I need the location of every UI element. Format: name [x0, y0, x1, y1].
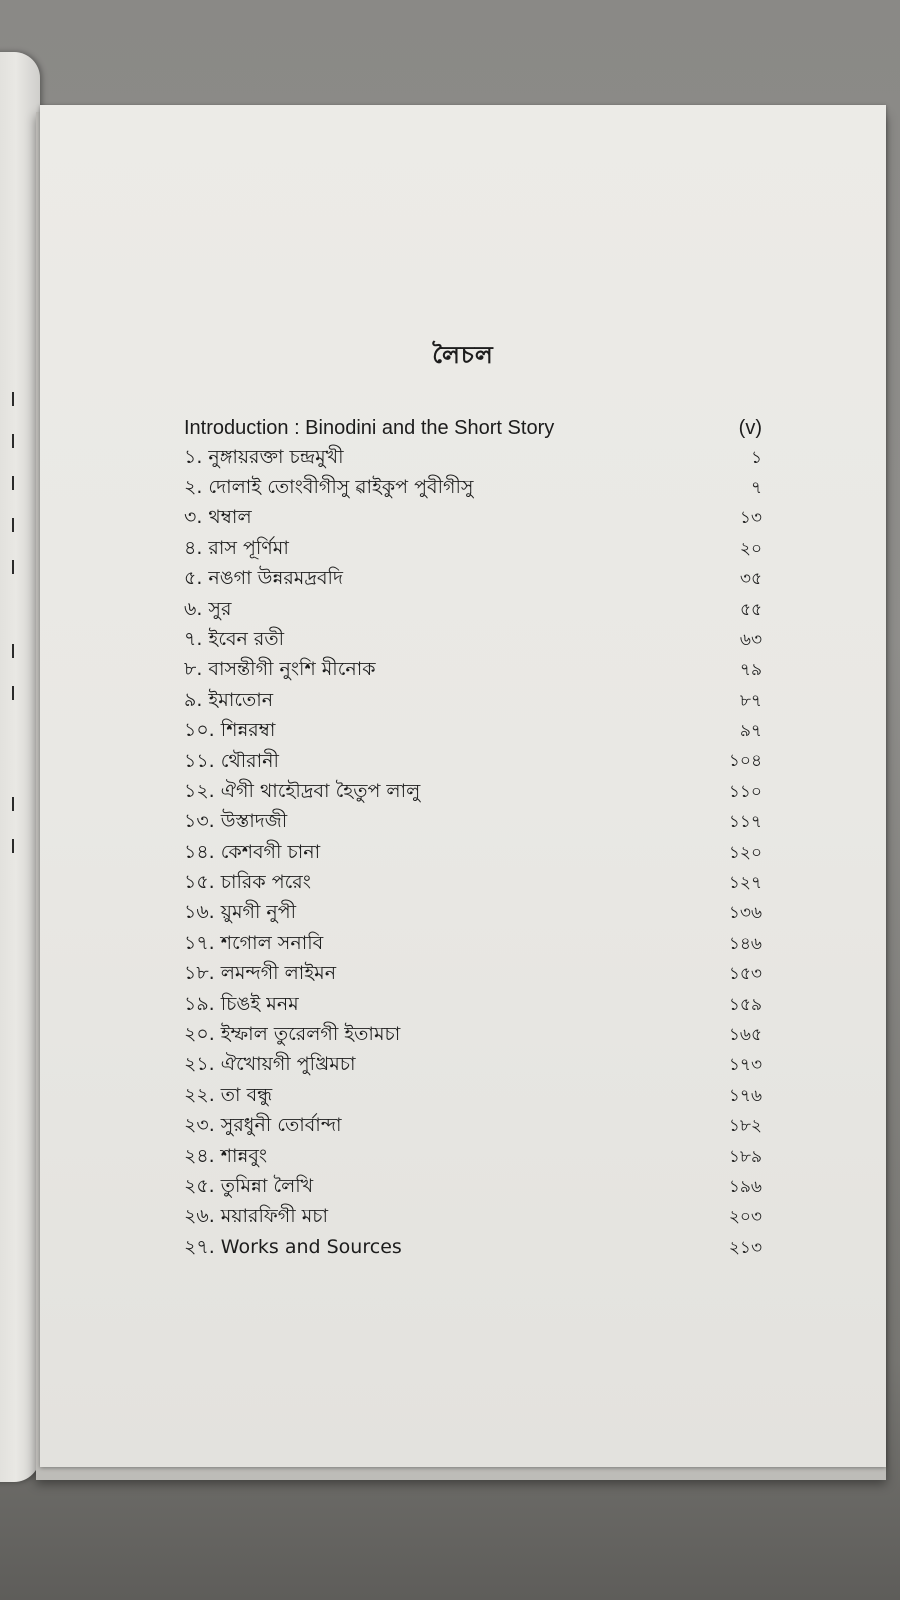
entry-page-number: ১৪৬ — [728, 933, 762, 954]
contents-entry — [184, 1051, 762, 1081]
entry-title: ৯. ইমাতোন — [184, 688, 274, 711]
contents-entry — [184, 535, 762, 565]
entry-title: ৫. নঙগা উন্নরমদ্রবদি — [184, 567, 343, 590]
entry-page-number: ২০ — [739, 538, 762, 559]
entry-page-number: ১ — [750, 447, 762, 468]
contents-entry — [184, 1021, 762, 1051]
entry-page-number: ৭৯ — [739, 660, 762, 681]
entry-page-number: ১১০ — [728, 781, 762, 802]
entry-page-number: ৫৫ — [739, 599, 762, 620]
entry-page-number: ১৯৬ — [728, 1176, 762, 1197]
adjacent-left-page — [0, 52, 40, 1482]
contents-entry — [184, 595, 762, 625]
entry-title: ৭. ইবেন রতী — [184, 627, 285, 650]
entry-title: ২১. ঐখোয়গী পুখ্রিমচা — [184, 1053, 356, 1076]
entry-title: ২৪. শান্নবুং — [184, 1144, 268, 1167]
entry-title: ২৩. সুরধুনী তোর্বান্দা — [184, 1114, 342, 1137]
contents-entry — [184, 1234, 762, 1264]
contents-entry — [184, 1142, 762, 1172]
contents-entry — [184, 717, 762, 747]
left-page-text-fragment — [12, 560, 24, 574]
contents-entry — [184, 443, 762, 473]
contents-entry — [184, 474, 762, 504]
contents-entry — [184, 899, 762, 929]
entry-page-number: ২১৩ — [728, 1237, 762, 1258]
left-page-text-fragment — [12, 518, 24, 532]
book-page — [40, 105, 886, 1467]
contents-entry — [184, 656, 762, 686]
entry-title: ১৭. শগোল সনাবি — [184, 931, 324, 954]
entry-page-number: (v) — [738, 416, 762, 439]
entry-title: Introduction : Binodini and the Short Story — [184, 416, 555, 439]
entry-page-number: ১৭৬ — [728, 1085, 762, 1106]
contents-entry — [184, 960, 762, 990]
entry-page-number: ১০৪ — [728, 751, 762, 772]
entry-title: ১৬. য়ুমগী নুপী — [184, 901, 297, 924]
left-page-text-fragment — [12, 392, 24, 406]
entry-page-number: ১২৭ — [728, 873, 762, 894]
entry-page-number: ২০৩ — [728, 1207, 762, 1228]
entry-title: ৪. রাস পূর্ণিমা — [184, 536, 289, 559]
entry-page-number: ১৮২ — [728, 1116, 762, 1137]
entry-title: ২৫. তুমিন্না লৈখি — [184, 1174, 314, 1197]
left-page-text-fragment — [12, 797, 24, 811]
contents-entry — [184, 869, 762, 899]
contents-entry — [184, 808, 762, 838]
entry-page-number: ১৫৯ — [728, 994, 762, 1015]
contents-entry — [184, 626, 762, 656]
entry-title: ১২. ঐগী থাহৌদ্রবা হৈতুপ লালু — [184, 779, 421, 802]
entry-title: ১০. শিন্নরম্বা — [184, 719, 276, 742]
contents-entry — [184, 778, 762, 808]
entry-page-number: ১৩ — [739, 508, 762, 529]
contents-title: লৈচল — [432, 341, 494, 369]
entry-title: ২২. তা বন্ধু — [184, 1083, 273, 1106]
contents-entry — [184, 838, 762, 868]
contents-entry — [184, 413, 762, 443]
entry-title: ২. দোলাই তোংবীগীসু ৱাইকুপ পুবীগীসু — [184, 475, 474, 498]
contents-entry — [184, 1173, 762, 1203]
entry-page-number: ১৬৫ — [728, 1025, 762, 1045]
entry-page-number: ৮৭ — [739, 690, 762, 711]
entry-title: ২৬. ময়ারফিগী মচা — [184, 1205, 329, 1228]
left-page-text-fragment — [12, 686, 24, 700]
entry-page-number: ১৫৩ — [728, 964, 762, 985]
entry-page-number: ১১৭ — [728, 812, 762, 833]
contents-entry — [184, 1203, 762, 1233]
entry-title: ১৩. উস্তাদজী — [184, 810, 288, 833]
entry-title: ৩. থম্বাল — [184, 506, 252, 529]
left-page-text-fragment — [12, 476, 24, 490]
entry-page-number: ১৮৯ — [728, 1146, 762, 1167]
entry-page-number: ১৩৬ — [728, 903, 762, 924]
entry-page-number: ৯৭ — [739, 721, 762, 742]
contents-entry — [184, 565, 762, 595]
contents-entry — [184, 990, 762, 1020]
contents-entry — [184, 687, 762, 717]
entry-title: ২০. ইম্ফাল তুরেলগী ইতামচা — [184, 1023, 401, 1046]
entry-page-number: ৭ — [750, 477, 762, 498]
entry-title: ১৪. কেশবগী চানা — [184, 840, 321, 863]
entry-page-number: ১৭৩ — [728, 1055, 762, 1076]
contents-entry — [184, 930, 762, 960]
contents-list — [184, 413, 762, 1264]
entry-title: ১১. থৌরানী — [184, 749, 279, 772]
contents-entry — [184, 1082, 762, 1112]
left-page-text-fragment — [12, 644, 24, 658]
left-page-text-fragment — [12, 839, 24, 853]
entry-title: ২৭. Works and Sources — [184, 1235, 402, 1258]
entry-title: ৮. বাসন্তীগী নুংশি মীনোক — [184, 658, 376, 681]
contents-entry — [184, 747, 762, 777]
entry-title: ১৮. লমন্দগী লাইমন — [184, 962, 337, 985]
left-page-text-fragment — [12, 434, 24, 448]
entry-title: ১. নুঙ্গায়রক্তা চন্দ্রমুখী — [184, 445, 344, 468]
entry-page-number: ১২০ — [728, 842, 762, 863]
entry-title: ১৯. চিঙই মনম — [184, 992, 299, 1015]
entry-page-number: ৬৩ — [739, 629, 762, 650]
entry-title: ৬. সুর — [184, 597, 232, 620]
entry-title: ১৫. চারিক পরেং — [184, 871, 311, 894]
contents-entry — [184, 1112, 762, 1142]
entry-page-number: ৩৫ — [739, 569, 762, 590]
contents-entry — [184, 504, 762, 534]
